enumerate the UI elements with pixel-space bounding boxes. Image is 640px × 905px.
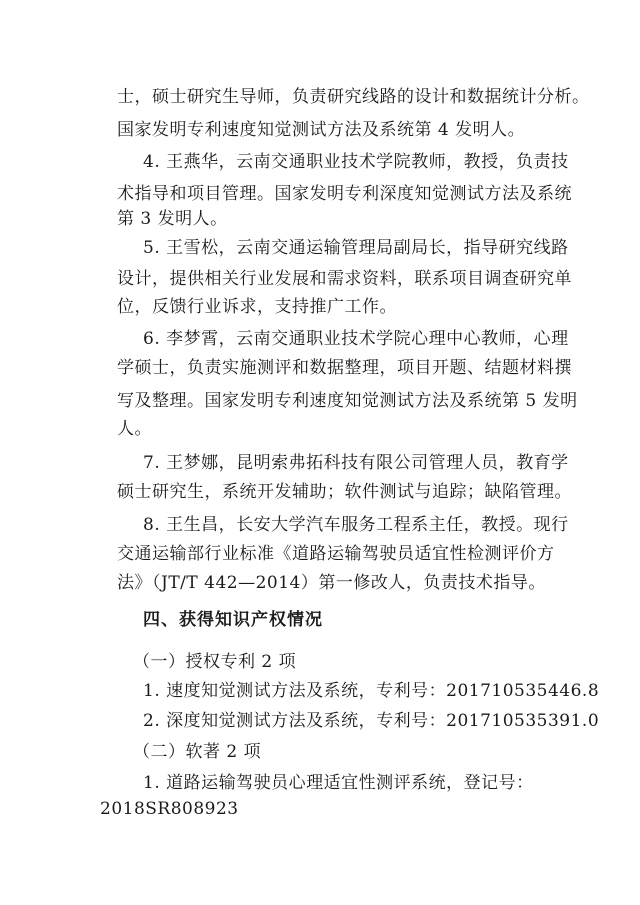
text-line: 设计，提供相关行业发展和需求资料，联系项目调查研究单 bbox=[117, 269, 572, 289]
section-heading: 四、获得知识产权情况 bbox=[143, 610, 323, 630]
text-line: 术指导和项目管理。国家发明专利深度知觉测试方法及系统 bbox=[117, 184, 572, 204]
text-line: 7. 王梦娜，昆明索弗拓科技有限公司管理人员，教育学 bbox=[143, 453, 569, 473]
list-item: 2. 深度知觉测试方法及系统，专利号：201710535391.0 bbox=[143, 711, 600, 731]
text-line: 学硕士，负责实施测评和数据整理，项目开题、结题材料撰 bbox=[117, 358, 572, 378]
text-line: 5. 王雪松，云南交通运输管理局副局长，指导研究线路 bbox=[143, 238, 569, 258]
text-line: 交通运输部行业标准《道路运输驾驶员适宜性检测评价方 bbox=[117, 544, 555, 564]
list-item: 1. 道路运输驾驶员心理适宜性测评系统，登记号： bbox=[143, 773, 534, 793]
text-line: 士，硕士研究生导师，负责研究线路的设计和数据统计分析。 bbox=[117, 87, 590, 107]
list-item: 1. 速度知觉测试方法及系统，专利号：201710535446.8 bbox=[143, 681, 600, 701]
text-line: 4. 王燕华，云南交通职业技术学院教师，教授，负责技 bbox=[143, 152, 569, 172]
subsection-title: （二）软著 2 项 bbox=[133, 742, 262, 762]
text-line: 8. 王生昌，长安大学汽车服务工程系主任，教授。现行 bbox=[143, 515, 569, 535]
text-line: 第 3 发明人。 bbox=[117, 209, 228, 229]
text-line: 法》（JT/T 442—2014）第一修改人，负责技术指导。 bbox=[117, 573, 546, 593]
text-line: 人。 bbox=[117, 419, 152, 439]
registration-number: 2018SR808923 bbox=[100, 799, 239, 819]
text-line: 国家发明专利速度知觉测试方法及系统第 4 发明人。 bbox=[117, 120, 526, 140]
text-line: 位，反馈行业诉求，支持推广工作。 bbox=[117, 297, 397, 317]
text-line: 写及整理。国家发明专利速度知觉测试方法及系统第 5 发明 bbox=[117, 391, 578, 411]
text-line: 6. 李梦霄，云南交通职业技术学院心理中心教师，心理 bbox=[143, 329, 569, 349]
subsection-title: （一）授权专利 2 项 bbox=[133, 652, 297, 672]
text-line: 硕士研究生，系统开发辅助；软件测试与追踪；缺陷管理。 bbox=[117, 482, 572, 502]
